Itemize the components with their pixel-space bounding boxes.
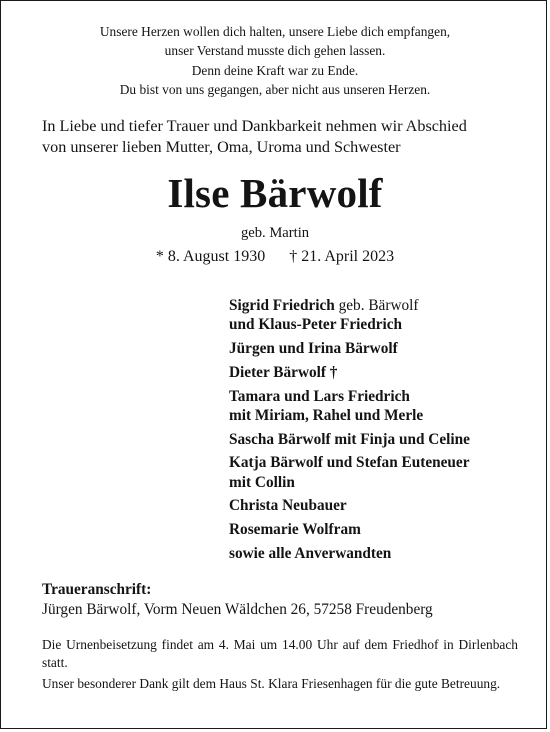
mourner-name: Sigrid Friedrich <box>229 297 335 314</box>
verse-line: Denn deine Kraft war zu Ende. <box>191 62 359 78</box>
mourner-name: Katja Bärwolf und Stefan Euteneuer <box>229 454 470 472</box>
mourner-note: geb. Bärwolf <box>334 297 419 314</box>
address-label: Traueranschrift: <box>42 581 152 598</box>
deceased-name: Ilse Bärwolf <box>167 170 383 216</box>
mourning-address <box>42 580 522 620</box>
mourner-name: mit Collin <box>229 473 295 491</box>
mourner-name: Tamara und Lars Friedrich <box>229 387 410 405</box>
mourner-entry <box>229 363 529 382</box>
verse-line: Unsere Herzen wollen dich halten, unsere Liebe dich empfangen, <box>99 24 451 39</box>
verse-line: unser Verstand musste dich gehen lassen. <box>164 43 386 59</box>
mourner-name: Rosemarie Wolfram <box>229 521 361 539</box>
life-dates <box>0 247 550 267</box>
mourners-list <box>229 296 529 563</box>
mourner-name: Dieter Bärwolf † <box>229 363 338 381</box>
mourner-entry <box>229 496 529 515</box>
mourner-entry <box>229 387 529 425</box>
thanks-note: Unser besonderer Dank gilt dem Haus St. Klara Friesenhagen für die gute Betreuung. <box>42 676 501 692</box>
mourner-name: Sascha Bärwolf mit Finja und Celine <box>229 430 470 448</box>
intro-line: In Liebe und tiefer Trauer und Dankbarkeit nehmen wir Abschied <box>42 117 467 135</box>
address-text: Jürgen Bärwolf, Vorm Neuen Wäldchen 26, 57258 Freudenberg <box>42 601 433 618</box>
mourner-name: Christa Neubauer <box>229 497 347 515</box>
burial-note: Die Urnenbeisetzung findet am 4. Mai um 14.00 Uhr auf dem Friedhof in Dirlenbach statt. <box>42 637 518 670</box>
mourner-entry <box>229 544 529 563</box>
mourner-name: sowie alle Anverwandten <box>229 544 392 562</box>
mourner-name: Jürgen und Irina Bärwolf <box>229 340 398 357</box>
intro-line: von unserer lieben Mutter, Oma, Uroma und Schwester <box>42 137 401 156</box>
farewell-intro <box>42 116 512 157</box>
mourner-name: mit Miriam, Rahel und Merle <box>229 406 424 424</box>
mourner-entry <box>229 520 529 539</box>
birth-date: * 8. August 1930 <box>155 248 266 265</box>
maiden-name: geb. Martin <box>240 225 310 241</box>
mourner-entry <box>229 296 529 334</box>
mourner-entry <box>229 430 529 449</box>
funeral-notes <box>42 636 518 697</box>
memorial-verse <box>0 22 550 99</box>
verse-line: Du bist von uns gegangen, aber nicht aus unseren Herzen. <box>119 81 431 97</box>
mourner-entry <box>229 453 529 491</box>
mourner-entry <box>229 339 529 358</box>
death-date: † 21. April 2023 <box>289 248 395 265</box>
mourner-name: und Klaus-Peter Friedrich <box>229 316 403 334</box>
